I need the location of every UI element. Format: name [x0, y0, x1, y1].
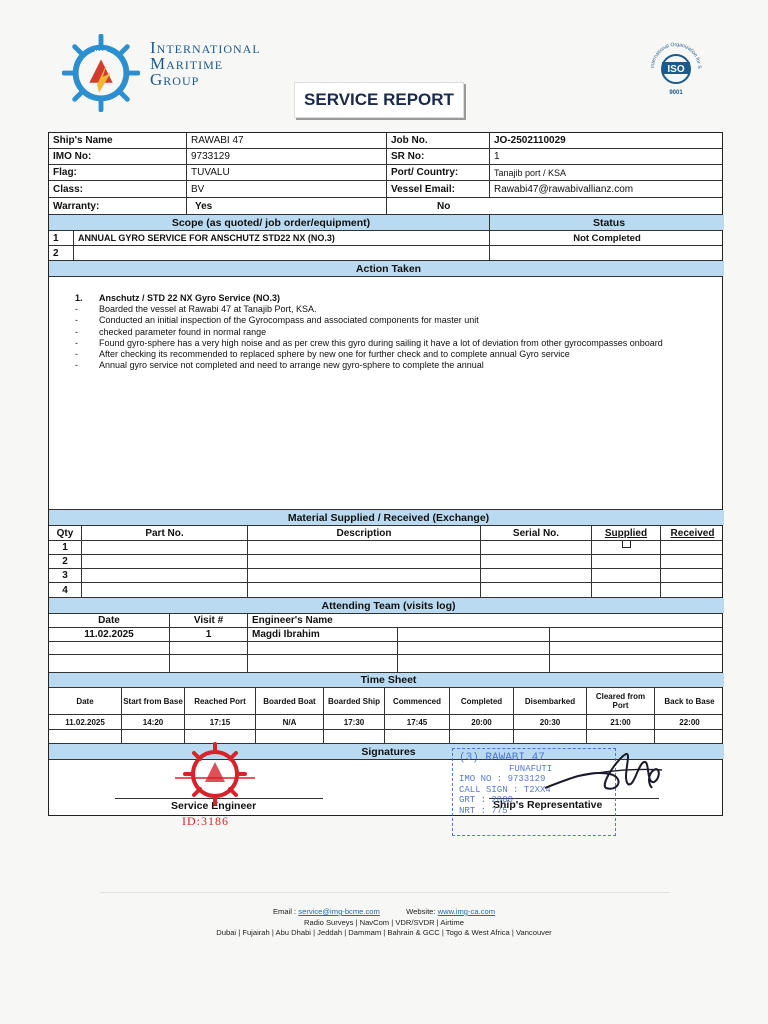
stamp-line: NRT : 775	[459, 805, 508, 816]
action-line: - Found gyro-sphere has a very high noise and as per crew this gyro during sailing it have a lot of deviation from other gyrocompasses onboard	[75, 337, 663, 348]
port-value: Tanajib port / KSA	[489, 165, 724, 180]
info-row-warranty	[49, 198, 722, 215]
team-header-row	[49, 598, 722, 614]
col-qty: Qty	[56, 527, 74, 539]
ts-col-disembarked: Disembarked	[513, 688, 586, 714]
scope-text	[73, 246, 489, 260]
imo-value: 9733129	[186, 149, 386, 164]
scope-row-2	[49, 246, 722, 261]
timesheet-empty-row	[49, 730, 722, 744]
action-line: - checked parameter found in normal range	[75, 326, 267, 337]
warranty-label: Warranty:	[53, 200, 100, 212]
ship-rep-signature-icon	[540, 748, 665, 800]
iso-badge-icon	[646, 42, 706, 98]
col-received: Received	[660, 526, 724, 540]
material-row-4: 4	[49, 583, 722, 598]
scope-header-row	[49, 215, 722, 231]
action-item-title-text: Anschutz / STD 22 NX Gyro Service (NO.3)	[99, 293, 281, 303]
action-item-number: 1.	[75, 293, 83, 303]
scope-num: 2	[53, 247, 59, 259]
stamp-line: IMO NO : 9733129	[459, 774, 546, 784]
scope-text: ANNUAL GYRO SERVICE FOR ANSCHUTZ STD22 NX (NO.3)	[73, 231, 489, 245]
page-title: SERVICE REPORT	[304, 90, 454, 109]
team-row-3	[49, 655, 722, 673]
ts-value: 11.02.2025	[65, 717, 105, 727]
ts-value: N/A	[255, 715, 323, 729]
ships-name-value: RAWABI 47	[186, 133, 386, 148]
ts-col-reached: Reached Port	[184, 688, 255, 714]
warranty-yes: Yes	[186, 198, 386, 214]
ts-value: 20:30	[513, 715, 586, 729]
flag-value: TUVALU	[186, 165, 386, 180]
scope-row-1	[49, 231, 722, 246]
footer-website-link[interactable]: www.img-ca.com	[437, 907, 496, 916]
engineer-id: ID:3186	[182, 814, 229, 828]
footer-contact	[0, 907, 768, 918]
material-row-1: 1	[49, 541, 722, 555]
timesheet-columns-row	[49, 688, 722, 715]
footer-website-label: Website:	[406, 907, 436, 916]
team-columns-row	[49, 614, 722, 628]
service-report-form	[48, 132, 723, 816]
svg-text:ISO: ISO	[667, 64, 685, 75]
stamp-line: CALL SIGN : T2XX4	[459, 784, 551, 795]
sr-no-label: SR No:	[386, 149, 489, 164]
ts-value: 22:00	[654, 715, 724, 729]
svg-text:9001: 9001	[669, 90, 683, 96]
action-line: - Annual gyro service not completed and need to arrange new gyro-sphere to complete the annual	[75, 360, 484, 371]
vessel-email-label: Vessel Email:	[386, 181, 489, 197]
class-value: BV	[186, 181, 386, 197]
team-visit: 1	[169, 628, 247, 641]
team-date: 11.02.2025	[84, 629, 134, 640]
team-row-1	[49, 628, 722, 642]
brand-line-3: Group	[150, 70, 200, 89]
action-line: - After checking its recommended to replaced sphere by new one for further check and to complete annual Gyro service	[75, 349, 570, 360]
action-line: - Conducted an initial inspection of the Gyrocompass and associated components for master unit	[75, 315, 479, 326]
flag-label: Flag:	[53, 167, 77, 178]
footer	[0, 907, 768, 939]
company-name	[150, 40, 261, 88]
col-visit: Visit #	[169, 614, 247, 627]
material-header-row	[49, 510, 722, 526]
footer-locations: Dubai | Fujairah | Abu Dhabi | Jeddah | Dammam | Bahrain & GCC | Togo & West Africa | Vancouver	[216, 928, 552, 937]
col-supplied: Supplied	[591, 526, 660, 540]
team-engineer: Magdi Ibrahim	[247, 628, 397, 641]
stamp-line: GRT : 2000	[459, 795, 514, 805]
svg-text:IMG: IMG	[94, 49, 108, 57]
scope-status	[489, 246, 724, 260]
ts-col-boat: Boarded Boat	[255, 688, 323, 714]
footer-services: Radio Surveys | NavCom | VDR/SVDR | Airtime	[304, 917, 464, 927]
info-row-1	[49, 133, 722, 149]
ships-rep-label: Ship's Representative	[493, 799, 603, 811]
ts-value: 21:00	[586, 715, 654, 729]
stamp-line: FUNAFUTI	[509, 763, 553, 774]
scope-header: Scope (as quoted/ job order/equipment)	[49, 215, 489, 230]
ts-col-start: Start from Base	[121, 688, 184, 714]
brand-line-2: Maritime	[150, 54, 224, 73]
warranty-no: No	[386, 198, 724, 214]
team-header: Attending Team (visits log)	[49, 598, 724, 613]
stamp-line: (3) RAWABI 47	[459, 752, 545, 764]
ts-col-date: Date	[76, 696, 94, 706]
job-no-value: JO-2502110029	[489, 133, 724, 148]
ts-col-cleared: Cleared from Port	[586, 688, 654, 714]
service-engineer-label: Service Engineer	[171, 800, 257, 812]
vessel-email-value: Rawabi47@rawabivallianz.com	[489, 181, 724, 197]
ts-value: 17:45	[384, 715, 449, 729]
col-description: Description	[247, 526, 480, 540]
ts-col-back: Back to Base	[654, 688, 724, 714]
port-label: Port/ Country:	[386, 165, 489, 180]
material-row-2: 2	[49, 555, 722, 569]
brand-line-1: International	[150, 38, 261, 57]
action-header-row	[49, 261, 722, 277]
info-row-2	[49, 149, 722, 165]
signatures-header: Signatures	[49, 744, 724, 759]
material-row-3: 3	[49, 569, 722, 583]
ts-col-commenced: Commenced	[384, 688, 449, 714]
ts-value: 14:20	[121, 715, 184, 729]
status-header: Status	[489, 215, 724, 230]
footer-email-link[interactable]: service@img-bcme.com	[298, 907, 380, 916]
timesheet-header-row	[49, 673, 722, 688]
footer-divider	[100, 892, 670, 893]
ts-col-completed: Completed	[449, 688, 513, 714]
col-engineer: Engineer's Name	[247, 614, 397, 627]
ships-name-label: Ship's Name	[53, 135, 113, 146]
ts-value: 17:30	[323, 715, 384, 729]
imo-label: IMO No:	[53, 151, 92, 162]
action-line: - Boarded the vessel at Rawabi 47 at Tanajib Port, KSA.	[75, 304, 317, 315]
img-logo-icon	[62, 34, 140, 112]
svg-text:International Organization for: International Organization for S	[649, 42, 703, 69]
supplied-checkbox[interactable]	[622, 541, 631, 548]
title-box	[294, 82, 464, 118]
col-date: Date	[98, 615, 120, 626]
material-header: Material Supplied / Received (Exchange)	[49, 510, 724, 525]
info-row-3	[49, 165, 722, 181]
ts-value: 17:15	[184, 715, 255, 729]
team-row-2	[49, 642, 722, 655]
col-part-no: Part No.	[81, 526, 247, 540]
timesheet-values-row	[49, 715, 722, 730]
ts-col-ship: Boarded Ship	[323, 688, 384, 714]
info-row-4	[49, 181, 722, 198]
class-label: Class:	[53, 183, 84, 195]
action-body-area	[49, 277, 722, 510]
timesheet-header: Time Sheet	[49, 673, 724, 687]
material-columns-row	[49, 526, 722, 541]
footer-email-label: Email :	[272, 907, 297, 916]
engineer-stamp-icon	[170, 740, 260, 810]
sr-no-value: 1	[489, 149, 724, 164]
scope-num: 1	[53, 232, 59, 244]
job-no-label: Job No.	[386, 133, 489, 148]
ts-value: 20:00	[449, 715, 513, 729]
col-serial-no: Serial No.	[480, 526, 591, 540]
scope-status: Not Completed	[489, 231, 724, 245]
action-header: Action Taken	[49, 261, 724, 276]
